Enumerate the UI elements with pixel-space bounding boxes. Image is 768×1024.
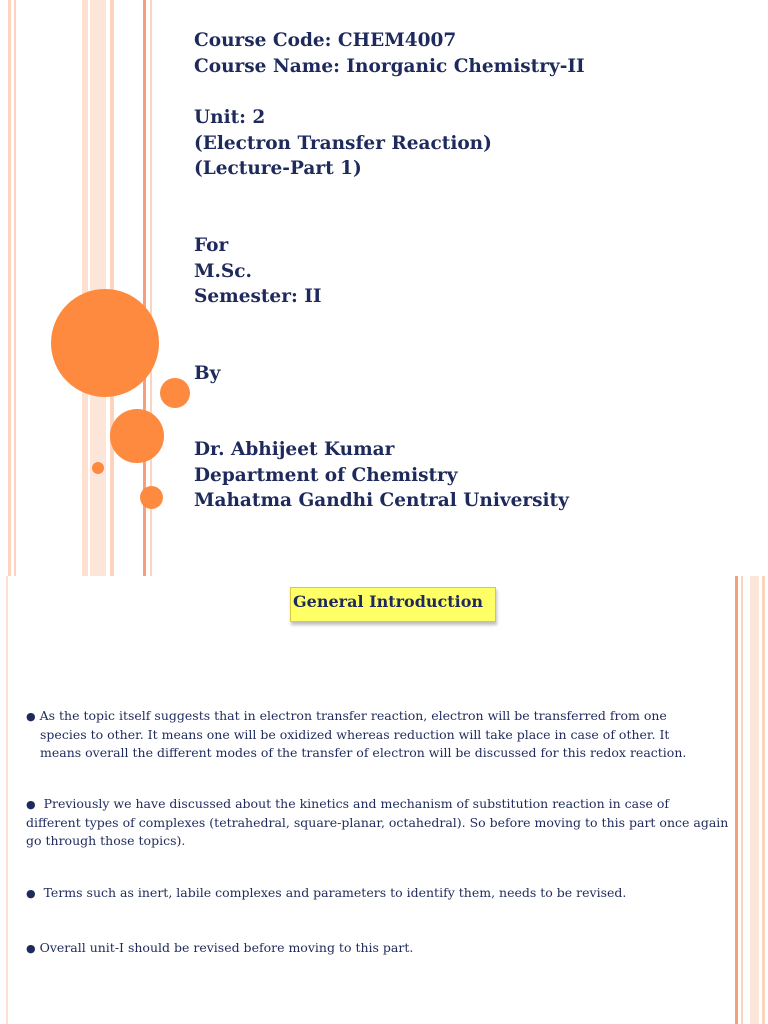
introduction-slide — [0, 576, 768, 1024]
bullet-text-line: As the topic itself suggests that in electron transfer reaction, electron will be transferred from one — [39, 708, 667, 723]
bullet-text-line: species to other. It means one will be oxidized whereas reduction will take place in case of other. It — [40, 727, 670, 742]
decor-stripe — [8, 0, 11, 576]
course-code: Course Code: CHEM4007 — [194, 30, 457, 51]
bullet-text-line: go through those topics). — [26, 833, 186, 848]
by-label: By — [194, 363, 221, 384]
unit-number: Unit: 2 — [194, 107, 266, 128]
bullet-item — [26, 939, 413, 958]
bullet-text-line: different types of complexes (tetrahedral, square-planar, octahedral). So before moving to this part once again — [26, 815, 729, 830]
course-info — [194, 28, 585, 79]
bullet-item — [26, 884, 626, 903]
bullet-marker: ● — [26, 710, 36, 723]
lecture-part: (Lecture-Part 1) — [194, 158, 362, 179]
decor-circle-large — [51, 289, 159, 397]
decor-stripe — [110, 0, 114, 576]
course-name: Course Name: Inorganic Chemistry-II — [194, 55, 585, 77]
university: Mahatma Gandhi Central University — [194, 490, 569, 511]
audience-info — [194, 233, 322, 310]
bullet-marker: ● — [26, 798, 36, 811]
semester: Semester: II — [194, 286, 322, 307]
section-heading-box — [290, 587, 496, 622]
bullet-item — [26, 795, 736, 850]
by-label-block — [194, 361, 220, 387]
decor-circle — [110, 409, 164, 463]
program: M.Sc. — [194, 260, 252, 282]
author-info — [194, 437, 569, 514]
for-label: For — [194, 235, 229, 256]
decor-stripe — [6, 576, 8, 1024]
unit-info — [194, 105, 492, 182]
decor-stripe — [750, 576, 759, 1024]
decor-stripe — [14, 0, 16, 576]
bullet-item — [26, 707, 686, 762]
bullet-text-line: means overall the different modes of the transfer of electron will be discussed for this redox reaction. — [40, 745, 687, 760]
author-name: Dr. Abhijeet Kumar — [194, 439, 395, 460]
department: Department of Chemistry — [194, 464, 458, 486]
decor-circle — [140, 486, 163, 509]
decor-stripe — [762, 576, 765, 1024]
section-heading: General Introduction — [293, 592, 484, 611]
decor-circle — [160, 378, 190, 408]
bullet-text-line: Terms such as inert, labile complexes and parameters to identify them, needs to be revised. — [43, 885, 627, 900]
bullet-marker: ● — [26, 942, 36, 955]
bullet-text-line: Previously we have discussed about the kinetics and mechanism of substitution reaction in case of — [43, 796, 670, 811]
decor-stripe — [741, 576, 743, 1024]
bullet-marker: ● — [26, 887, 36, 900]
decor-stripe — [90, 0, 106, 576]
bullet-text-line: Overall unit-I should be revised before moving to this part. — [39, 940, 414, 955]
unit-topic: (Electron Transfer Reaction) — [194, 132, 492, 154]
decor-stripe — [82, 0, 88, 576]
decor-circle-small — [92, 462, 104, 474]
